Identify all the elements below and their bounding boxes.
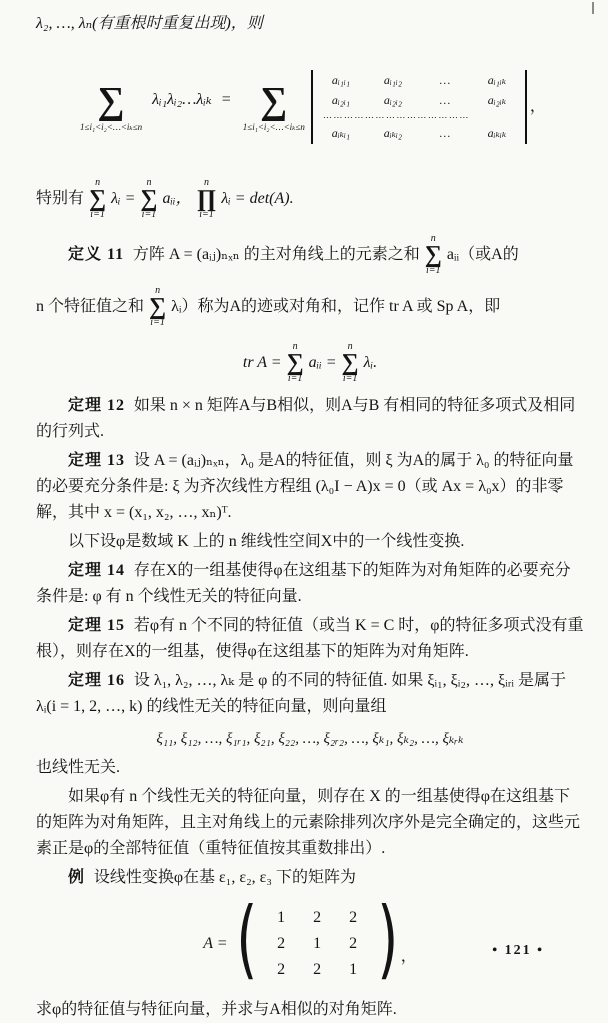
sigma-symbol: ∑ — [424, 241, 442, 268]
sum-upper-limit: n — [95, 176, 101, 188]
det-entry: aᵢₖᵢₖ — [487, 126, 507, 140]
pi-symbol: ∏ — [196, 185, 217, 212]
sum-lower-limit: i=1 — [150, 317, 165, 329]
sigma-symbol: ∑ — [89, 185, 107, 212]
summation — [425, 234, 442, 277]
matrix-entry: 2 — [277, 935, 286, 952]
matrix-lhs: A = — [203, 935, 228, 952]
special-term-1: λᵢ = — [111, 190, 136, 207]
determinant-body — [313, 70, 525, 144]
definition-11-label: 定义 11 — [68, 246, 125, 263]
matrix-entry: 2 — [277, 961, 286, 978]
sum-upper-limit: n — [146, 176, 152, 188]
theorem-12 — [36, 393, 584, 445]
sigma-symbol: ∑ — [97, 80, 125, 122]
definition-11-text-2: aᵢᵢ（或A的 — [446, 246, 519, 263]
product — [197, 178, 217, 221]
theorem-16 — [36, 668, 584, 720]
sum-lower-limit: i=1 — [287, 373, 303, 385]
sum-lower-limit: i=1 — [426, 265, 441, 277]
det-entry: aᵢₖᵢ₁ — [331, 126, 351, 140]
sum-determinant-formula — [76, 51, 584, 163]
trace-mid: aᵢᵢ = — [308, 354, 337, 371]
also-independent-text: 也线性无关. — [36, 759, 121, 776]
definition-11-line-2 — [36, 281, 584, 333]
theorem-12-text: 如果 n × n 矩阵A与B相似，则A与B 有相同的特征多项式及相同的行列式. — [36, 397, 576, 440]
matrix-entries — [263, 910, 371, 978]
sum-upper-limit: n — [430, 232, 436, 244]
interlude-text: 以下设φ是数域 K 上的 n 维线性空间X中的一个线性变换. — [68, 533, 465, 550]
theorem-13-text: 设 A = (aᵢⱼ)ₙₓₙ，λ₀ 是A的特征值，则 ξ 为A的属于 λ₀ 的特征向量的必要充分条件是: ξ 为齐次线性方程组 (λ₀I − A)x = 0（或 Ax = λ₀x）的非零解，其中 x = (x₁, x₂, …, xₙ)ᵀ. — [36, 452, 574, 521]
matrix-left-paren: ( — [235, 889, 257, 989]
example-intro — [36, 865, 584, 891]
intro-line — [36, 11, 584, 37]
rhs-sum-condition: 1≤i₁<i₂<…<iₖ≤n — [242, 122, 305, 132]
theorem-12-label: 定理 12 — [68, 397, 126, 414]
prod-lower-limit: i=1 — [199, 209, 214, 221]
det-entry: aᵢ₂ᵢₖ — [487, 93, 507, 107]
summation — [149, 286, 166, 329]
conclusion-paragraph — [36, 784, 584, 862]
matrix-trailing-comma: ， — [400, 948, 417, 965]
det-entry: aᵢ₁ᵢ₂ — [383, 73, 402, 87]
definition-11-text-4: λᵢ）称为A的迹或对角和，记作 tr A 或 Sp A，即 — [171, 298, 501, 315]
sigma-symbol: ∑ — [140, 185, 158, 212]
sum-lower-limit: i=1 — [342, 373, 358, 385]
conclusion-text: 如果φ有 n 个线性无关的特征向量，则存在 X 的一组基使得φ在这组基下的矩阵为对角矩阵，且主对角线上的元素除排列次序外是完全确定的，这些元素正是φ的全部特征值（重特征值按其重数排出）. — [36, 788, 581, 857]
special-case-line — [36, 173, 584, 225]
det-entry: … — [439, 73, 451, 87]
intro-line-text: λ₂, …, λₙ(有重根时重复出现)，则 — [36, 15, 263, 32]
sum-upper-limit: n — [292, 340, 298, 352]
det-entry: aᵢ₁ᵢₖ — [487, 73, 507, 87]
definition-11-line-1 — [36, 229, 584, 281]
eigenvector-list-formula: ξ₁₁, ξ₁₂, …, ξ₁ᵣ₁, ξ₂₁, ξ₂₂, …, ξ₂ᵣ₂, …, ξₖ₁, ξₖ₂, …, ξₖᵣₖ — [156, 731, 464, 747]
determinant-row — [323, 126, 515, 141]
matrix-entry: 2 — [313, 961, 322, 978]
sum-upper-limit: n — [347, 340, 353, 352]
example-label: 例 — [68, 869, 86, 886]
trace-rhs: λᵢ. — [363, 354, 378, 371]
definition-11-text-1: 方阵 A = (aᵢⱼ)ₙₓₙ 的主对角线上的元素之和 — [132, 246, 420, 263]
theorem-16-label: 定理 16 — [68, 672, 126, 689]
matrix-entry: 1 — [277, 909, 286, 926]
theorem-16-text: 设 λ₁, λ₂, …, λₖ 是 φ 的不同的特征值. 如果 ξᵢ₁, ξᵢ₂, …, ξᵢᵣᵢ 是属于 λᵢ(i = 1, 2, …, k) 的线性无关的特征向量，则向量组 — [36, 672, 567, 715]
example-question-text: 求φ的特征值与特征向量，并求与A相似的对角矩阵. — [36, 1001, 397, 1018]
formula-trailing-comma: ， — [529, 98, 546, 115]
det-entry: aᵢ₂ᵢ₂ — [383, 93, 402, 107]
scan-artifact — [592, 2, 594, 14]
matrix-entry: 2 — [313, 909, 322, 926]
special-term-2: aᵢᵢ， — [162, 190, 192, 207]
page-number: • 121 • — [492, 943, 544, 958]
determinant-right-bar — [525, 70, 527, 144]
prod-upper-limit: n — [203, 176, 209, 188]
summation — [89, 178, 106, 221]
also-independent-line — [36, 755, 584, 781]
special-prefix: 特别有 — [36, 190, 85, 207]
det-entry: … — [439, 93, 451, 107]
lhs-sum-condition: 1≤i₁<i₂<…<iₖ≤n — [80, 122, 143, 132]
theorem-13-label: 定理 13 — [68, 452, 126, 469]
equals-sign: = — [221, 91, 231, 108]
theorem-13 — [36, 448, 584, 526]
matrix-entry: 1 — [313, 935, 322, 952]
sigma-symbol: ∑ — [149, 293, 167, 320]
determinant-row — [323, 93, 515, 108]
matrix-right-paren: ) — [377, 889, 399, 989]
matrix-entry: 2 — [349, 909, 358, 926]
det-entry: … — [439, 126, 451, 140]
summation — [342, 342, 359, 385]
sum-lower-limit: i=1 — [141, 209, 157, 221]
sum-lower-limit: i=1 — [90, 209, 105, 221]
example-intro-text: 设线性变换φ在基 ε₁, ε₂, ε₃ 下的矩阵为 — [93, 869, 356, 886]
theorem-15 — [36, 613, 584, 665]
interlude-line — [36, 529, 584, 555]
sum-upper-limit: n — [155, 284, 161, 296]
summation — [140, 178, 157, 221]
determinant-row — [323, 73, 515, 88]
matrix-entry: 1 — [349, 961, 358, 978]
theorem-14-label: 定理 14 — [68, 562, 126, 579]
trace-formula — [36, 337, 584, 389]
matrix-entry: 2 — [349, 935, 358, 952]
determinant — [311, 70, 527, 144]
det-entry: aᵢ₁ᵢ₁ — [331, 73, 350, 87]
det-entry: aᵢ₂ᵢ₁ — [331, 93, 350, 107]
lhs-summation — [80, 82, 142, 132]
lhs-body: λᵢ₁λᵢ₂…λᵢₖ — [152, 91, 212, 108]
rhs-summation — [243, 82, 305, 132]
theorem-15-label: 定理 15 — [68, 617, 126, 634]
summation — [287, 342, 304, 385]
theorem-15-text: 若φ有 n 个不同的特征值（或当 K = C 时，φ的特征多项式没有重根），则存在X的一组基，使得φ在这组基下的矩阵为对角矩阵. — [36, 617, 584, 660]
trace-lhs: tr A = — [242, 354, 282, 371]
sigma-symbol: ∑ — [341, 349, 359, 376]
det-entry: aᵢₖᵢ₂ — [383, 126, 403, 140]
theorem-14 — [36, 558, 584, 610]
sigma-symbol: ∑ — [260, 80, 288, 122]
sigma-symbol: ∑ — [286, 349, 304, 376]
example-question — [36, 997, 584, 1023]
definition-11-text-3: n 个特征值之和 — [36, 298, 145, 315]
theorem-14-text: 存在X的一组基使得φ在这组基下的矩阵为对角矩阵的必要充分条件是: φ 有 n 个线性无关的特征向量. — [36, 562, 571, 605]
special-term-3: λᵢ = det(A). — [221, 190, 294, 207]
determinant-ellipsis-row: ⋯⋯⋯⋯⋯⋯⋯⋯⋯⋯⋯⋯⋯⋯ — [322, 113, 470, 121]
